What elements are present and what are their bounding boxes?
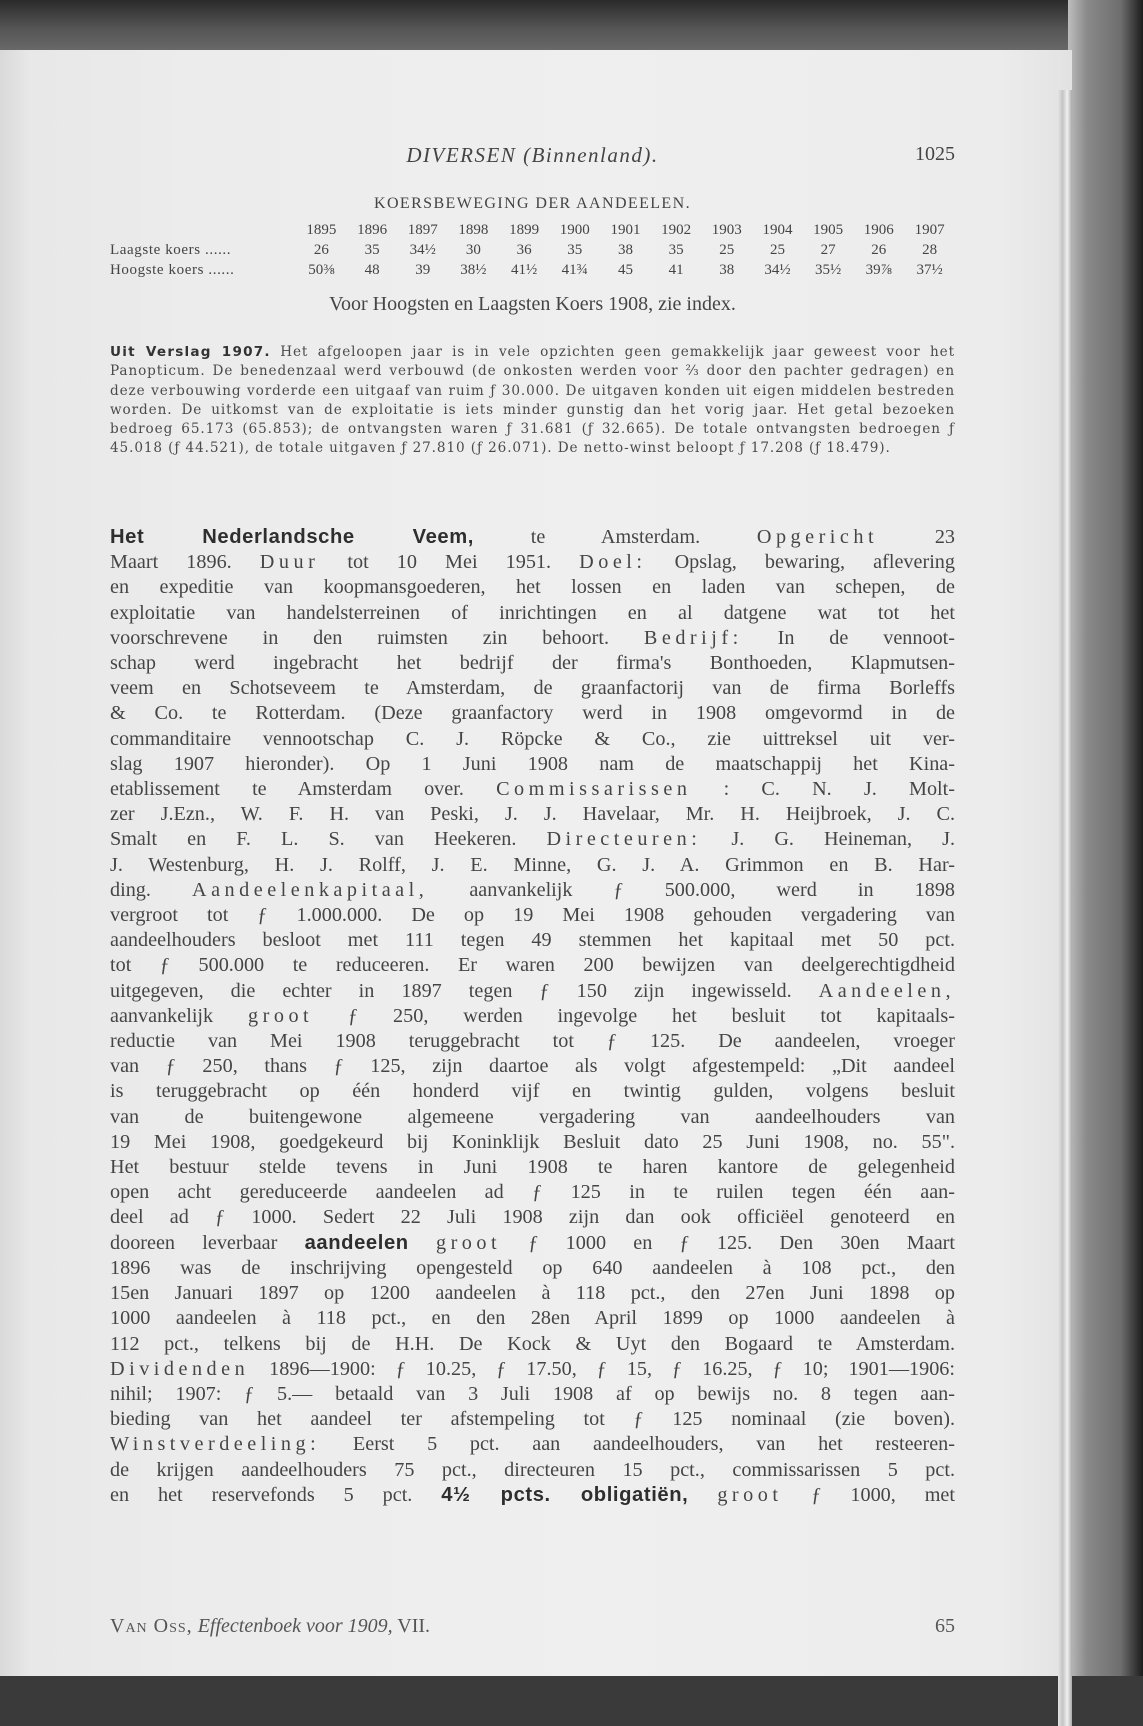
spaced-label-text: Duur [259, 551, 320, 574]
text-line [110, 1483, 955, 1508]
koers-year-header: 1905 [813, 221, 844, 238]
page-edge [1058, 90, 1072, 1726]
spaced-label-text: Bedrijf: [643, 626, 743, 649]
koers-year-header: 1904 [762, 221, 793, 238]
koers-cell: 38 [719, 261, 735, 278]
footer-citation [110, 1615, 430, 1638]
text-line [110, 727, 955, 752]
running-title: DIVERSEN (Binnenland). [406, 143, 659, 167]
body-text: te Amsterdam. [474, 526, 757, 548]
text-line [110, 1029, 955, 1054]
text-line [110, 676, 955, 701]
text-line [110, 1105, 955, 1130]
text-line [110, 651, 955, 676]
koers-cell: 28 [922, 241, 938, 258]
text-line [110, 878, 955, 903]
text-line [110, 1306, 955, 1331]
koers-cell: 25 [769, 241, 785, 258]
text-line [110, 1382, 955, 1407]
scan-background-top [0, 0, 1143, 52]
koers-year-header: 1899 [509, 221, 540, 238]
text-line [110, 827, 955, 852]
body-text: 1896 was de inschrijving opengesteld op 640 aandeelen à 108 pct., den [110, 1256, 955, 1279]
koers-cell: 38 [617, 241, 633, 258]
koers-note: Voor Hoogsten en Laagsten Koers 1908, zie index. [329, 293, 736, 315]
koers-cell: 45 [617, 261, 633, 278]
body-text: schap werd ingebracht het bedrijf der firma's Bonthoeden, Klapmutsen- [110, 652, 955, 675]
koers-cell: 41½ [510, 261, 538, 278]
running-head [110, 143, 955, 169]
body-text: 23 [878, 526, 956, 548]
body-text: aanvankelijk ƒ 500.000, werd in 1898 [428, 878, 956, 901]
body-text: etablissement te Amsterdam over. [110, 778, 497, 801]
koers-row-label: Hoogste koers ...... [110, 261, 235, 278]
body-text: uitgegeven, die echter in 1897 tegen ƒ 150 zijn ingewisseld. [110, 979, 819, 1002]
body-text: zer J.Ezn., W. F. H. van Peski, J. J. Havelaar, Mr. H. Heijbroek, J. C. [110, 803, 955, 826]
text-line [110, 1281, 955, 1306]
body-text: Smalt en F. L. S. van Heekeren. [110, 828, 547, 851]
body-text: reductie van Mei 1908 teruggebracht tot ƒ 125. De aandeelen, vroeger [110, 1030, 955, 1053]
spaced-label-text: Dividenden [110, 1357, 250, 1380]
koers-year-header: 1906 [863, 221, 894, 238]
body-text: ƒ 1000, met [782, 1483, 955, 1506]
footer-volume: VII. [397, 1615, 431, 1637]
text-line [110, 777, 955, 802]
koers-year-header: 1901 [610, 221, 641, 238]
text-line [110, 979, 955, 1004]
koers-cell: 48 [364, 261, 380, 278]
bold-heading-text: Het Nederlandsche Veem, [110, 526, 474, 548]
body-text [688, 1484, 717, 1506]
koers-year-header: 1903 [711, 221, 742, 238]
text-line [110, 701, 955, 726]
koers-year-header: 1907 [914, 221, 945, 238]
koers-year-header: 1895 [306, 221, 337, 238]
spaced-label-text: Aandeelenkapitaal, [192, 878, 429, 901]
footer-signature: 65 [935, 1615, 955, 1637]
text-line [110, 1332, 955, 1357]
koers-cell: 38½ [460, 261, 487, 278]
book-page [0, 50, 1072, 1676]
text-line [110, 853, 955, 878]
koers-cell: 37½ [916, 261, 943, 278]
text-line [110, 1130, 955, 1155]
body-text: Maart 1896. [110, 551, 260, 574]
text-line [110, 1432, 955, 1457]
body-text: 15en Januari 1897 op 1200 aandeelen à 118 pct., den 27en Juni 1898 op [110, 1282, 955, 1305]
koers-table [110, 220, 955, 280]
text-line [110, 1357, 955, 1382]
text-line [110, 550, 955, 575]
body-text: 1000 aandeelen à 118 pct., en den 28en April 1899 op 1000 aandeelen à [110, 1307, 955, 1330]
spaced-label-text: groot [248, 1004, 314, 1027]
body-text [409, 1232, 436, 1254]
body-text: deel ad ƒ 1000. Sedert 22 Juli 1908 zijn dan ook officiëel genoteerd en [110, 1206, 955, 1229]
koers-table-body [110, 240, 955, 280]
body-text: 1896—1900: ƒ 10.25, ƒ 17.50, ƒ 15, ƒ 16.25, ƒ 10; 1901—1906: [249, 1357, 955, 1380]
body-text: J. Westenburg, H. J. Rolff, J. E. Minne, G. J. A. Grimmon en B. Har- [110, 853, 955, 876]
body-text: van ƒ 250, thans ƒ 125, zijn daartoe als volgt afgestempeld: „Dit aandeel [110, 1055, 955, 1078]
body-text: dooreen leverbaar [110, 1231, 305, 1254]
text-line [110, 1458, 955, 1483]
body-text: nihil; 1907: ƒ 5.— betaald van 3 Juli 1908 af op bewijs no. 8 tegen aan- [110, 1382, 955, 1405]
scan-background-right [1068, 0, 1143, 1676]
text-line [110, 525, 955, 550]
text-line [110, 575, 955, 600]
text-line [110, 1407, 955, 1432]
bold-heading-text: 4½ pcts. obligatiën, [441, 1483, 689, 1506]
spaced-label-text: groot [717, 1483, 783, 1506]
koers-cell: 35 [668, 241, 684, 258]
body-text: ding. [110, 878, 193, 901]
koers-cell: 25 [719, 241, 735, 258]
spaced-label-text: Aandeelen, [818, 979, 955, 1002]
body-text: commanditaire vennootschap C. J. Röpcke & Co., zie uittreksel uit ver- [110, 727, 955, 750]
body-text: en het reservefonds 5 pct. [110, 1483, 442, 1506]
text-line [110, 1155, 955, 1180]
body-text: vergroot tot ƒ 1.000.000. De op 19 Mei 1908 gehouden vergadering van [110, 904, 955, 927]
body-text: ƒ 1000 en ƒ 125. Den 30en Maart [501, 1231, 956, 1254]
text-line [110, 903, 955, 928]
koers-row [110, 260, 955, 280]
text-line [110, 1004, 955, 1029]
text-line [110, 1180, 955, 1205]
koers-cell: 50⅜ [308, 261, 335, 278]
report-lead: Uit Verslag 1907. [110, 344, 271, 360]
body-text: van de buitengewone algemeene vergadering van aandeelhouders van [110, 1105, 955, 1128]
koers-year-header: 1900 [559, 221, 590, 238]
koers-cell: 34½ [409, 241, 436, 258]
koers-cell: 35 [567, 241, 583, 258]
body-text: In de vennoot- [742, 626, 955, 649]
footer-author: Van Oss, [110, 1615, 193, 1637]
koers-year-header: 1897 [407, 221, 438, 238]
koers-row-label: Laagste koers ...... [110, 241, 232, 258]
body-text: : C. N. J. Molt- [691, 778, 955, 801]
spaced-label-text: Winstverdeeling: [110, 1433, 321, 1456]
koers-year-header: 1902 [661, 221, 692, 238]
body-text: Eerst 5 pct. aan aandeelhouders, van het resteeren- [320, 1433, 955, 1456]
body-text: slag 1907 hieronder). Op 1 Juni 1908 nam de maatschappij het Kina- [110, 752, 955, 775]
koers-year-header: 1896 [357, 221, 388, 238]
koers-table-title: KOERSBEWEGING DER AANDEELEN. [374, 195, 691, 212]
text-line [110, 1205, 955, 1230]
page-number: 1025 [915, 143, 955, 165]
spaced-label-text: groot [435, 1231, 502, 1254]
report-text: Het afgeloopen jaar is in vele opzichten geen gemakkelijk jaar geweest voor het Panopticum. De benedenzaal werd verbouwd (de onkosten werden voor ⅔ door den pachter gedragen) en deze verbouwing vorderde een uitgaaf van ruim ƒ 30.000. De uitgaven konden uit eigen middelen bestreden worden. De uitkomst van de exploitatie is iets minder gunstig dan het vorig jaar. Het getal bezoeken bedroeg 65.173 (65.853); de ontvangsten waren ƒ 31.681 (ƒ 32.665). De totale ontvangsten bedroegen ƒ 45.018 (ƒ 44.521), de totale uitgaven ƒ 27.810 (ƒ 26.071). De netto-winst beloopt ƒ 17.208 (ƒ 18.479). [110, 344, 955, 457]
text-line [110, 601, 955, 626]
koers-cell: 41 [668, 261, 684, 278]
text-line [110, 752, 955, 777]
spaced-label-text: Commissarissen [496, 778, 692, 801]
koers-cell: 41¾ [561, 261, 588, 278]
report-excerpt [110, 343, 955, 459]
text-line [110, 928, 955, 953]
text-line [110, 953, 955, 978]
text-line [110, 802, 955, 827]
body-text: J. G. Heineman, J. [701, 828, 956, 851]
koers-year-row [110, 220, 955, 240]
body-text: voorschrevene in den ruimsten zin behoort. [110, 626, 644, 649]
body-text: 112 pct., telkens bij de H.H. De Kock & Uyt den Bogaard te Amsterdam. [110, 1332, 955, 1355]
body-text: aanvankelijk [110, 1004, 249, 1027]
koers-cell: 30 [465, 241, 481, 258]
body-text: tot ƒ 500.000 te reduceeren. Er waren 200 bewijzen van deelgerechtigdheid [110, 954, 955, 977]
company-entry-lines [110, 525, 955, 1508]
koers-cell: 26 [871, 241, 887, 258]
koers-cell: 34½ [764, 261, 791, 278]
body-text: 19 Mei 1908, goedgekeurd bij Koninklijk Besluit dato 25 Juni 1908, no. 55". [110, 1130, 955, 1153]
text-line [110, 1256, 955, 1281]
body-text: Opslag, bewaring, aflevering [646, 551, 955, 574]
body-text: Het bestuur stelde tevens in Juni 1908 te haren kantore de gelegenheid [110, 1156, 955, 1179]
spaced-label-text: Doel: [579, 551, 647, 574]
text-line [110, 626, 955, 651]
company-entry [110, 525, 955, 1508]
koers-cell: 36 [516, 241, 532, 258]
body-text: open acht gereduceerde aandeelen ad ƒ 125 in te ruilen tegen één aan- [110, 1181, 955, 1204]
text-line [110, 1079, 955, 1104]
spaced-label-text: Opgericht [756, 526, 879, 548]
text-line [110, 1231, 955, 1256]
body-text: veem en Schotseveem te Amsterdam, de graanfactorij van de firma Borleffs [110, 677, 955, 700]
koers-year-header: 1898 [458, 221, 489, 238]
body-text: aandeelhouders besloot met 111 tegen 49 stemmen het kapitaal met 50 pct. [110, 929, 955, 952]
footer-book-title: Effectenboek voor 1909, [197, 1615, 393, 1637]
koers-row [110, 240, 955, 260]
body-text: is teruggebracht op één honderd vijf en twintig gulden, volgens besluit [110, 1080, 955, 1103]
koers-cell: 26 [313, 241, 329, 258]
body-text: de krijgen aandeelhouders 75 pct., directeuren 15 pct., commissarissen 5 pct. [110, 1458, 955, 1481]
koers-corner-cell [110, 220, 296, 240]
body-text: & Co. te Rotterdam. (Deze graanfactory werd in 1908 omgevormd in de [110, 702, 955, 725]
page-footer [110, 1615, 955, 1641]
koers-cell: 27 [820, 241, 836, 258]
body-text: exploitatie van handelsterreinen of inrichtingen en al datgene wat tot het [110, 601, 955, 624]
koers-cell: 35½ [815, 261, 842, 278]
body-text: en expeditie van koopmansgoederen, het lossen en laden van schepen, de [110, 576, 955, 599]
koers-cell: 39⅞ [865, 261, 892, 278]
body-text: ƒ 250, werden ingevolge het besluit tot kapitaals- [313, 1004, 955, 1027]
koers-cell: 39 [415, 261, 431, 278]
spaced-label-text: Directeuren: [546, 828, 702, 851]
bold-heading-text: aandeelen [304, 1231, 409, 1254]
body-text: bieding van het aandeel ter afstempeling tot ƒ 125 nominaal (zie boven). [110, 1408, 955, 1431]
body-text: tot 10 Mei 1951. [319, 551, 580, 574]
text-line [110, 1054, 955, 1079]
koers-cell: 35 [364, 241, 380, 258]
